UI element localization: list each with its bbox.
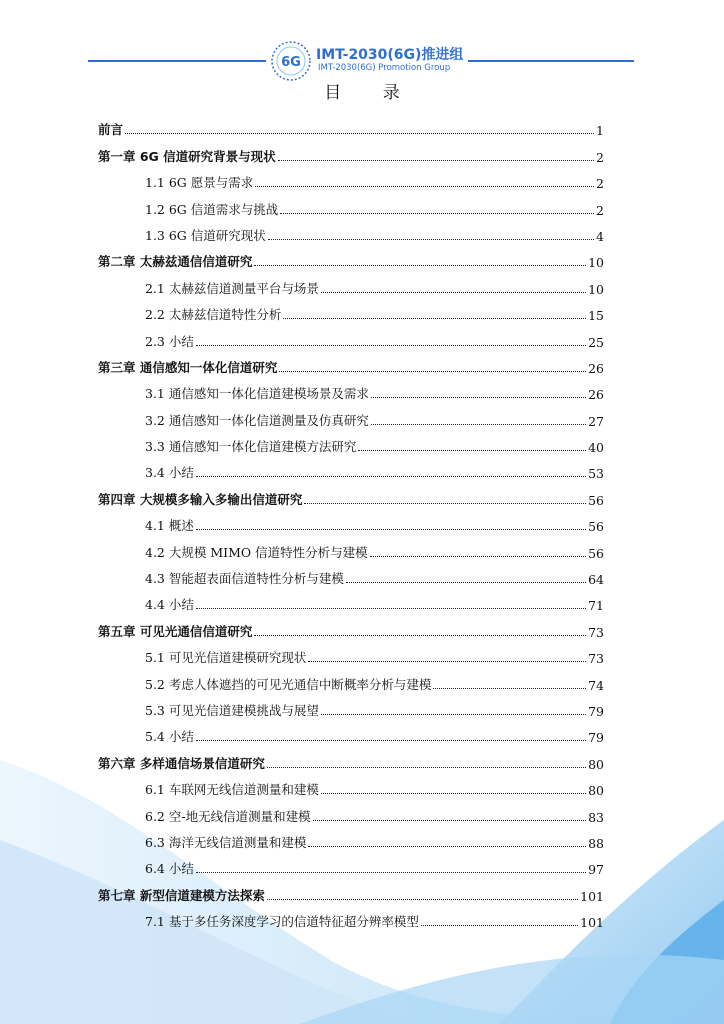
toc-entry-title: 4.1 概述 [145,518,194,534]
dot-leader [255,186,594,187]
dot-leader [346,582,586,583]
dot-leader [279,371,586,372]
dot-leader [433,688,586,689]
toc-page-number: 56 [588,519,604,535]
toc-entry-title: 6.1 车联网无线信道测量和建模 [145,782,319,798]
toc-entry-title: 4.2 大规模 MIMO 信道特性分析与建模 [145,544,368,560]
toc-page-number: 73 [588,651,604,667]
dot-leader [278,160,594,161]
dot-leader [304,503,586,504]
toc-entry-title: 6.2 空-地无线信道测量和建模 [145,808,311,824]
toc-entry-title: 第五章 可见光通信信道研究 [98,623,253,639]
toc-page-number: 83 [588,809,604,825]
toc-page-number: 2 [596,149,604,165]
dot-leader [125,133,594,134]
toc-section-row[interactable] [98,455,604,481]
toc-section-row[interactable] [98,165,604,191]
dot-leader [308,661,586,662]
toc-entry-title: 第七章 新型信道建模方法探索 [98,887,265,903]
toc-section-row[interactable] [98,772,604,798]
toc-section-row[interactable] [98,798,604,824]
dot-leader [371,424,586,425]
org-logo-icon [270,40,312,82]
toc-page-number: 88 [588,835,604,851]
toc-page-number: 25 [588,334,604,350]
dot-leader [254,635,586,636]
toc-entry-title: 2.3 小结 [145,333,194,349]
toc-page-number: 79 [588,703,604,719]
toc-chapter-row[interactable] [98,138,604,164]
dot-leader [308,846,586,847]
toc-entry-title: 5.1 可见光信道建模研究现状 [145,650,307,666]
toc-title: 目 录 [324,83,418,103]
dot-leader [321,292,586,293]
toc-entry-title: 4.3 智能超表面信道特性分析与建模 [145,571,344,587]
dot-leader [267,899,578,900]
toc-chapter-row[interactable] [98,481,604,507]
dot-leader [313,820,587,821]
dot-leader [283,318,586,319]
toc-section-row[interactable] [98,666,604,692]
toc-section-row[interactable] [98,402,604,428]
toc-page-number: 80 [588,783,604,799]
toc-page-number: 56 [588,492,604,508]
toc-chapter-row[interactable] [98,244,604,270]
toc-page-number: 10 [588,281,604,297]
toc-chapter-row[interactable] [98,112,604,138]
toc-entry-title: 第三章 通信感知一体化信道研究 [98,359,278,375]
toc-entry-title: 5.2 考虑人体遮挡的可见光通信中断概率分析与建模 [145,676,432,692]
toc-page-number: 80 [588,756,604,772]
dot-leader [196,872,586,873]
toc-page-number: 2 [596,176,604,192]
toc-page-number: 27 [588,413,604,429]
toc-entry-title: 4.4 小结 [145,597,194,613]
dot-leader [196,345,586,346]
org-name: IMT-2030(6G)推进组 [316,47,464,63]
toc-section-row[interactable] [98,904,604,930]
toc-section-row[interactable] [98,825,604,851]
toc-page-number: 15 [588,308,604,324]
toc-section-row[interactable] [98,297,604,323]
dot-leader [358,450,586,451]
toc-section-row[interactable] [98,270,604,296]
toc-entry-title: 第六章 多样通信场景信道研究 [98,755,265,771]
toc-entry-title: 7.1 基于多任务深度学习的信道特征超分辨率模型 [145,914,419,930]
toc-entry-title: 第二章 太赫兹通信信道研究 [98,254,253,270]
table-of-contents [98,112,604,930]
toc-entry-title: 2.1 太赫兹信道测量平台与场景 [145,280,319,296]
toc-entry-title: 1.2 6G 信道需求与挑战 [145,201,279,217]
toc-section-row[interactable] [98,851,604,877]
dot-leader [196,476,586,477]
toc-section-row[interactable] [98,719,604,745]
toc-entry-title: 第一章 6G 信道研究背景与现状 [98,148,276,164]
toc-section-row[interactable] [98,376,604,402]
toc-page-number: 101 [580,888,604,904]
toc-page-number: 53 [588,466,604,482]
toc-entry-title: 1.1 6G 愿景与需求 [145,175,254,191]
dot-leader [280,213,594,214]
toc-entry-title: 3.1 通信感知一体化信道建模场景及需求 [145,386,369,402]
toc-page-number: 26 [588,387,604,403]
toc-section-row[interactable] [98,587,604,613]
dot-leader [321,793,586,794]
toc-chapter-row[interactable] [98,613,604,639]
toc-page-number: 10 [588,255,604,271]
dot-leader [421,925,578,926]
dot-leader [196,740,586,741]
toc-chapter-row[interactable] [98,745,604,771]
toc-entry-title: 1.3 6G 信道研究现状 [145,227,266,243]
toc-page-number: 56 [588,545,604,561]
toc-section-row[interactable] [98,191,604,217]
toc-entry-title: 5.4 小结 [145,729,194,745]
toc-page-number: 97 [588,862,604,878]
dot-leader [254,265,586,266]
header-rule-right [468,60,634,62]
toc-section-row[interactable] [98,693,604,719]
toc-chapter-row[interactable] [98,350,604,376]
toc-page-number: 4 [596,228,604,244]
toc-entry-title: 3.3 通信感知一体化信道建模方法研究 [145,439,357,455]
toc-entry-title: 3.4 小结 [145,465,194,481]
toc-page-number: 74 [588,677,604,693]
toc-entry-title: 6.3 海洋无线信道测量和建模 [145,834,307,850]
dot-leader [267,767,586,768]
toc-section-row[interactable] [98,323,604,349]
toc-page-number: 40 [588,440,604,456]
toc-page-number: 64 [588,572,604,588]
toc-section-row[interactable] [98,429,604,455]
toc-page-number: 2 [596,202,604,218]
toc-page-number: 71 [588,598,604,614]
toc-entry-title: 2.2 太赫兹信道特性分析 [145,307,282,323]
logo-text: 6G [281,55,301,70]
toc-section-row[interactable] [98,508,604,534]
toc-page-number: 101 [580,915,604,931]
dot-leader [371,397,586,398]
header-rule-left [88,60,266,62]
toc-entry-title: 6.4 小结 [145,861,194,877]
org-name-en: IMT-2030(6G) Promotion Group [318,63,451,73]
toc-entry-title: 3.2 通信感知一体化信道测量及仿真研究 [145,412,369,428]
dot-leader [196,529,586,530]
dot-leader [196,608,586,609]
toc-entry-title: 第四章 大规模多输入多输出信道研究 [98,491,303,507]
toc-section-row[interactable] [98,218,604,244]
dot-leader [268,239,594,240]
dot-leader [321,714,586,715]
dot-leader [370,556,587,557]
toc-section-row[interactable] [98,561,604,587]
toc-section-row[interactable] [98,534,604,560]
toc-section-row[interactable] [98,640,604,666]
toc-entry-title: 前言 [98,122,124,138]
toc-entry-title: 5.3 可见光信道建模挑战与展望 [145,702,319,718]
toc-chapter-row[interactable] [98,877,604,903]
toc-page-number: 73 [588,624,604,640]
toc-page-number: 1 [596,123,604,139]
toc-page-number: 79 [588,730,604,746]
toc-page-number: 26 [588,360,604,376]
